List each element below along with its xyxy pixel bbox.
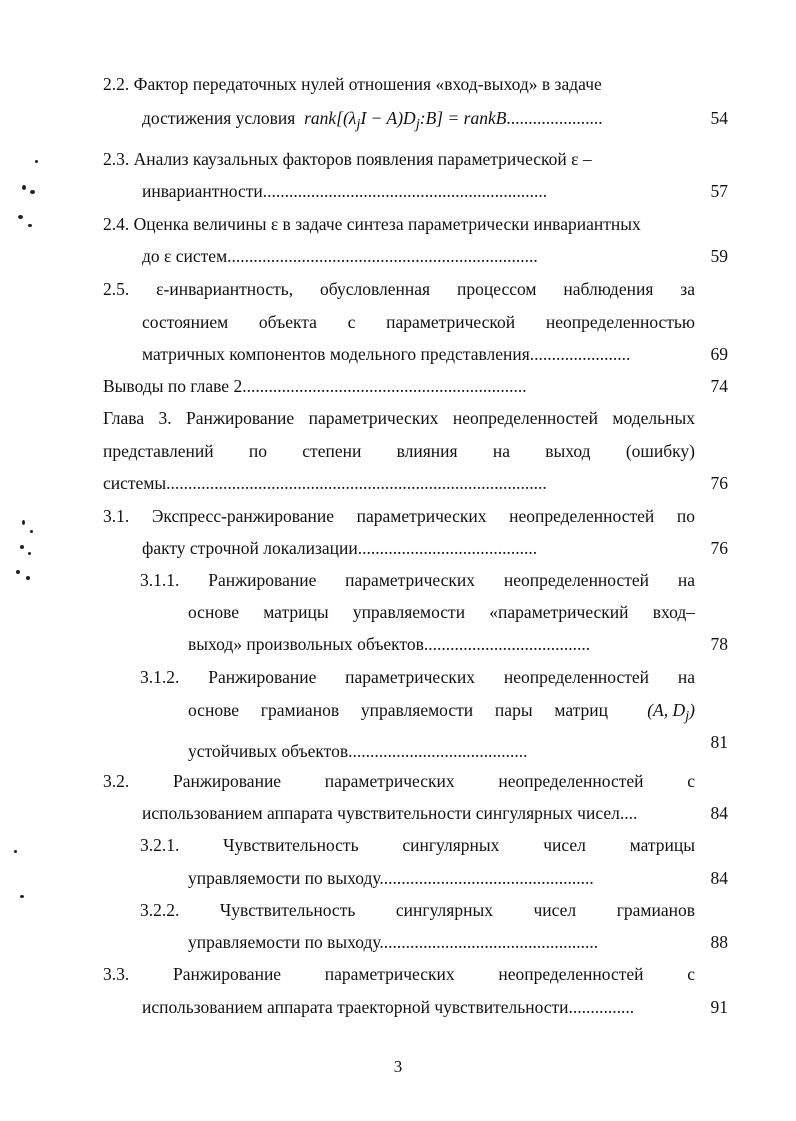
toc-text: 3.2. Ранжирование параметрических неопределенностей с [103, 771, 695, 791]
toc-page-number: 57 [710, 181, 728, 201]
toc-text: 3.1. Экспресс-ранжирование параметрических неопределенностей по [103, 506, 695, 526]
toc-entry-2-5-line-2 [142, 311, 695, 333]
toc-text: устойчивых объектов......................................... [188, 741, 528, 761]
toc-text: 3.2.2. Чувствительность сингулярных чисел грамианов [140, 900, 695, 920]
toc-entry-2-3-line-1 [103, 148, 695, 170]
toc-entry-3-2-1-line-2 [188, 867, 594, 889]
toc-entry-3-3-line-2 [142, 996, 634, 1018]
toc-text: Выводы по главе 2................................................................. [103, 376, 527, 396]
toc-text: выход» произвольных объектов...................................... [188, 634, 591, 654]
toc-text: состоянием объекта с параметрической неопределенностью [142, 312, 695, 332]
toc-entry-3-1-line-2 [142, 537, 537, 559]
toc-entry-3-1-line-1 [103, 505, 695, 527]
toc-text: 2.4. Оценка величины ε в задаче синтеза параметрически инвариантных [103, 214, 641, 234]
toc-text: достижения условия [142, 108, 296, 128]
toc-page-number: 69 [710, 344, 728, 364]
toc-entry-3-1-2-line-2 [188, 699, 695, 728]
toc-text: системы....................................................................................... [103, 473, 547, 493]
toc-entry-3-2-2-line-1 [140, 899, 695, 921]
toc-page-number: 54 [710, 108, 728, 128]
toc-entry-3-1-2-line-1 [140, 666, 695, 688]
toc-text: управляемости по выходу.................................................. [188, 932, 599, 952]
toc-text: 2.5. ε-инвариантность, обусловленная процессом наблюдения за [103, 279, 695, 299]
toc-text: до ε систем....................................................................... [142, 246, 538, 266]
toc-entry-conclusions-2 [103, 375, 527, 397]
toc-text: основе грамианов управляемости пары матриц [188, 700, 608, 720]
toc-entry-3-1-1-line-1 [140, 569, 695, 591]
toc-entry-3-2-line-1 [103, 770, 695, 792]
toc-text: 3.1.1. Ранжирование параметрических неопределенностей на [140, 570, 695, 590]
toc-chapter-3-line-3 [103, 472, 547, 494]
toc-page-number: 74 [710, 376, 728, 396]
toc-text: 3.3. Ранжирование параметрических неопределенностей с [103, 964, 695, 984]
toc-text: Глава 3. Ранжирование параметрических неопределенностей модельных [103, 408, 695, 428]
toc-page-number: 84 [710, 803, 728, 823]
toc-page-number: 91 [710, 997, 728, 1017]
toc-entry-2-3-line-2 [142, 180, 547, 202]
toc-text: основе матрицы управляемости «параметрический вход– [188, 602, 695, 622]
toc-page-number: 59 [710, 246, 728, 266]
toc-chapter-3-line-1 [103, 407, 695, 429]
formula-rank-condition: $rank[(\lambda_jI$ − $A)D_j:B$] = rankB [304, 108, 507, 133]
formula-matrix-pair: (A, $D_j$) [647, 700, 695, 725]
toc-text: использованием аппарата траекторной чувствительности............... [142, 997, 635, 1017]
toc-text: управляемости по выходу................................................. [188, 868, 594, 888]
toc-leader-dots: ...................... [506, 108, 603, 128]
toc-entry-3-1-2-line-3 [188, 740, 527, 762]
toc-chapter-3-line-2 [103, 440, 695, 462]
toc-text: матричных компонентов модельного представления....................... [142, 344, 631, 364]
toc-entry-2-4-line-1 [103, 213, 695, 235]
toc-page-number: 81 [710, 732, 728, 752]
toc-entry-3-1-1-line-2 [188, 601, 695, 623]
page-number: 3 [393, 1057, 403, 1076]
toc-text: 3.2.1. Чувствительность сингулярных чисел матрицы [140, 835, 695, 855]
toc-text: 3.1.2. Ранжирование параметрических неопределенностей на [140, 667, 695, 687]
toc-page-number: 84 [710, 868, 728, 888]
toc-entry-2-2-line-1 [103, 73, 695, 95]
toc-page-number: 76 [710, 473, 728, 493]
toc-entry-3-2-2-line-2 [188, 931, 598, 953]
toc-page-number: 76 [710, 538, 728, 558]
toc-entry-3-2-1-line-1 [140, 834, 695, 856]
toc-entry-3-3-line-1 [103, 963, 695, 985]
toc-text: 2.3. Анализ каузальных факторов появления параметрической ε – [103, 149, 592, 169]
toc-entry-2-2-line-2 [142, 107, 603, 136]
toc-page-number: 78 [710, 634, 728, 654]
toc-entry-2-4-line-2 [142, 245, 538, 267]
toc-entry-2-5-line-1 [103, 278, 695, 300]
toc-page-number: 88 [710, 932, 728, 952]
toc-entry-3-2-line-2 [142, 802, 637, 824]
toc-text: использованием аппарата чувствительности сингулярных чисел.... [142, 803, 638, 823]
toc-text: инвариантности................................................................. [142, 181, 548, 201]
toc-entry-2-5-line-3 [142, 343, 630, 365]
toc-text: представлений по степени влияния на выход (ошибку) [103, 441, 695, 461]
toc-entry-3-1-1-line-3 [188, 633, 590, 655]
toc-text: 2.2. Фактор передаточных нулей отношения «вход-выход» в задаче [103, 74, 602, 94]
toc-text: факту строчной локализации......................................... [142, 538, 538, 558]
